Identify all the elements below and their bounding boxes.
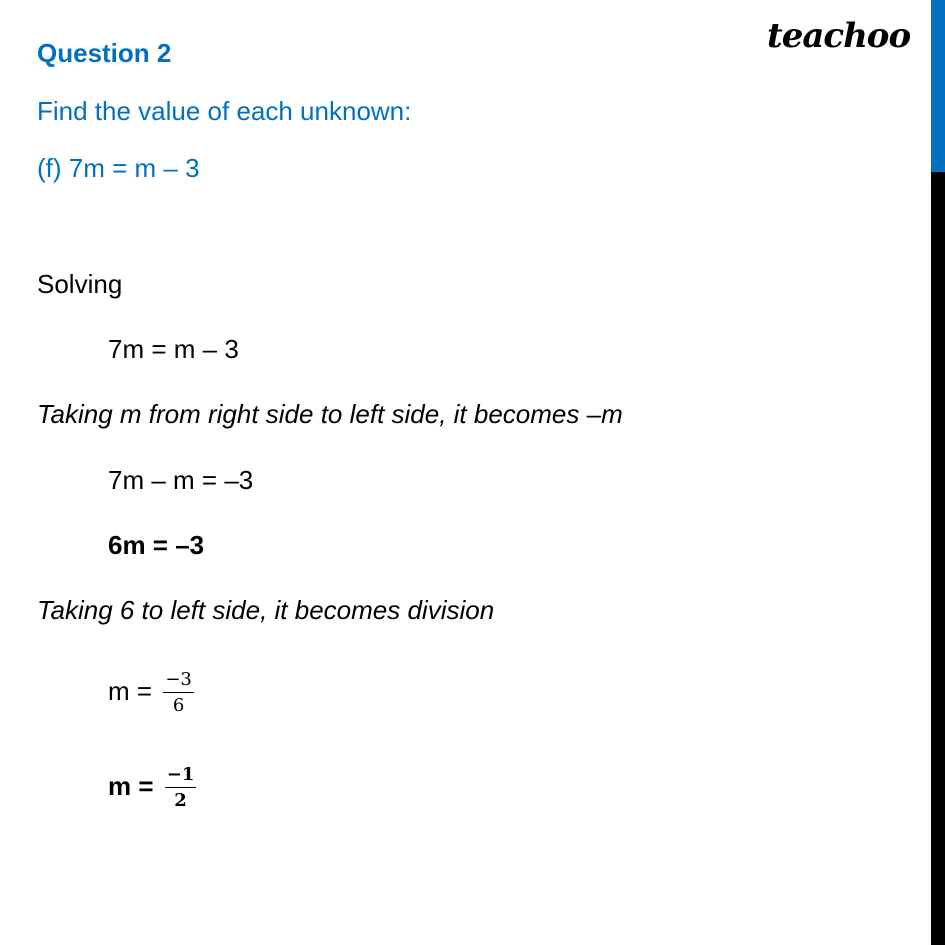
scrollbar-track <box>931 172 945 945</box>
step-3: 6m = –3 <box>108 530 205 560</box>
note-1: Taking m from right side to left side, it becomes –m <box>37 399 623 429</box>
answer-lhs: m = <box>108 770 154 801</box>
question-prompt: Find the value of each unknown: <box>37 96 412 126</box>
denominator: 6 <box>172 695 185 716</box>
numerator: −1 <box>165 765 197 788</box>
step-1: 7m = m – 3 <box>108 334 239 364</box>
question-part: (f) 7m = m – 3 <box>37 153 200 183</box>
answer <box>108 765 196 811</box>
step-4-lhs: m = <box>108 675 153 706</box>
step-4 <box>108 670 194 716</box>
step-2: 7m – m = –3 <box>108 465 254 495</box>
fraction <box>163 670 194 716</box>
note-2: Taking 6 to left side, it becomes division <box>37 595 495 625</box>
question-title: Question 2 <box>37 38 172 68</box>
answer-fraction <box>165 765 197 811</box>
solution-heading: Solving <box>37 269 123 299</box>
teachoo-logo: teachoo <box>767 16 911 56</box>
denominator: 2 <box>174 790 187 811</box>
scrollbar-accent <box>931 0 945 172</box>
numerator: −3 <box>163 670 194 693</box>
